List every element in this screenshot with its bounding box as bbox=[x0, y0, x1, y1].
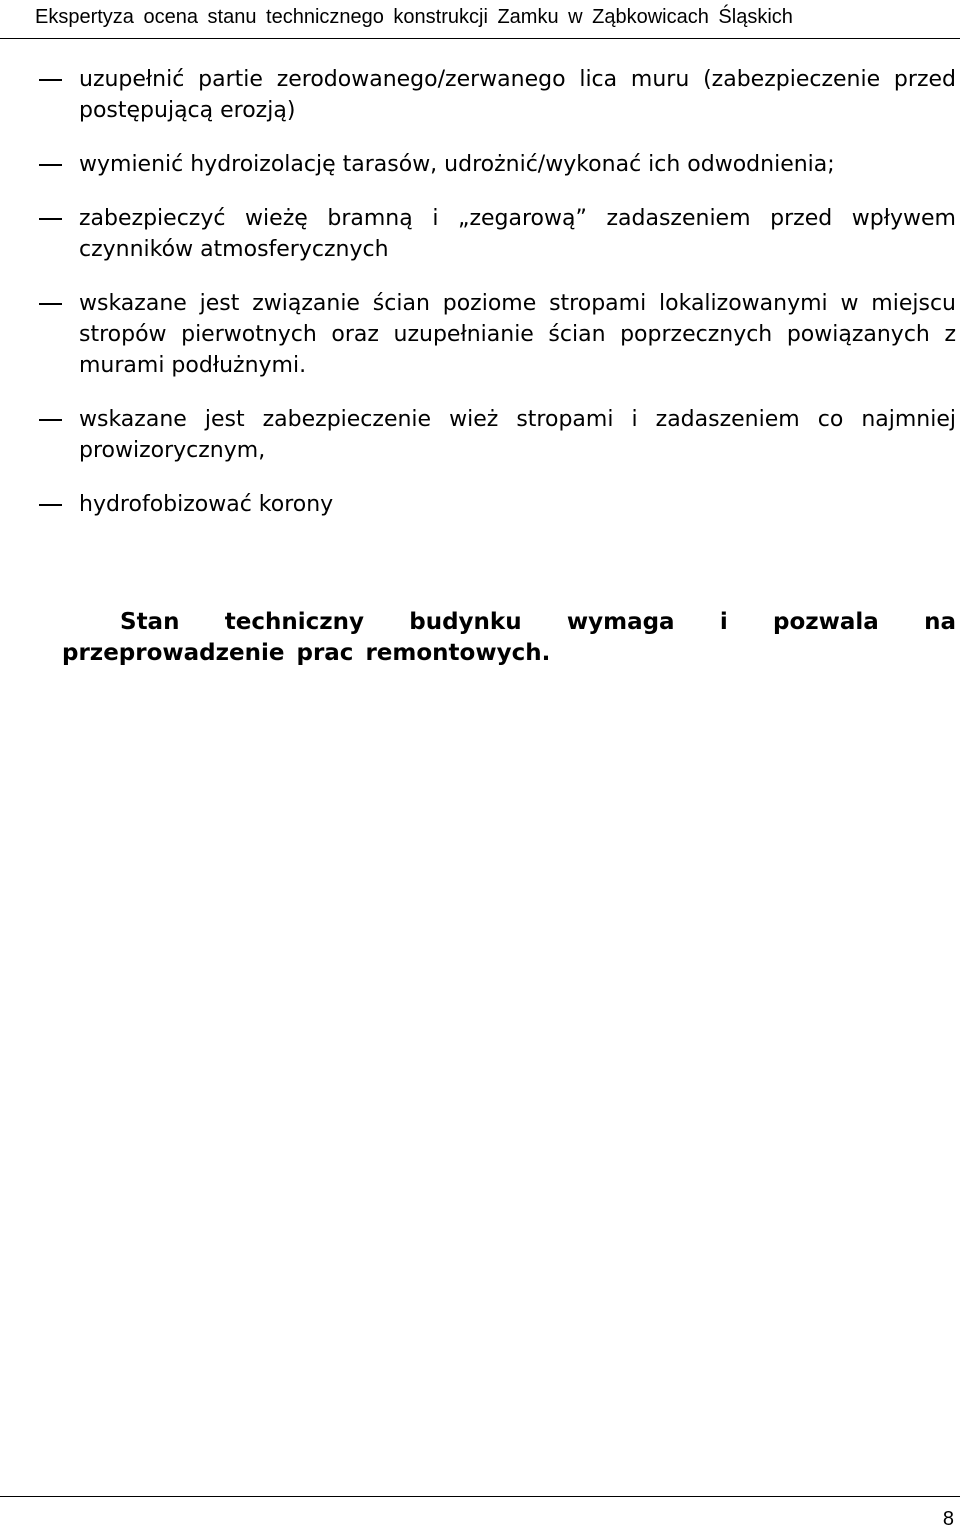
dash-bullet-icon bbox=[39, 218, 62, 220]
dash-bullet-icon bbox=[39, 303, 62, 305]
list-item bbox=[0, 288, 960, 381]
list-item bbox=[0, 203, 960, 265]
list-item-text: wskazane jest związanie ścian poziome stropami lokalizowanymi w miejscu stropów pierwotnych oraz uzupełnianie ścian poprzecznych powiązanych z murami podłużnymi. bbox=[79, 291, 956, 378]
page-footer bbox=[0, 1496, 960, 1532]
dash-bullet-icon bbox=[39, 79, 62, 81]
header-title: Ekspertyza ocena stanu technicznego konstrukcji Zamku w Ząbkowicach Śląskich bbox=[35, 6, 793, 28]
list-item bbox=[0, 64, 960, 126]
dash-bullet-icon bbox=[39, 419, 62, 421]
dash-bullet-icon bbox=[39, 164, 62, 166]
list-item-text: uzupełnić partie zerodowanego/zerwanego lica muru (zabezpieczenie przed postępującą erozją) bbox=[79, 67, 956, 123]
list-item bbox=[0, 404, 960, 466]
list-item-text: wymienić hydroizolację tarasów, udrożnić/wykonać ich odwodnienia; bbox=[79, 152, 835, 177]
recommendation-list bbox=[0, 64, 960, 543]
list-item bbox=[0, 149, 960, 180]
page-header bbox=[0, 0, 960, 39]
list-item-text: wskazane jest zabezpieczenie wież stropami i zadaszeniem co najmniej prowizorycznym, bbox=[79, 407, 956, 463]
list-item-text: hydrofobizować korony bbox=[79, 492, 334, 517]
list-item bbox=[0, 489, 960, 520]
page-number: 8 bbox=[942, 1508, 954, 1530]
conclusion-paragraph: Stan techniczny budynku wymaga i pozwala na przeprowadzenie prac remontowych. bbox=[62, 609, 956, 666]
list-item-text: zabezpieczyć wieżę bramną i „zegarową” zadaszeniem przed wpływem czynników atmosferycznych bbox=[79, 206, 956, 262]
dash-bullet-icon bbox=[39, 504, 62, 506]
